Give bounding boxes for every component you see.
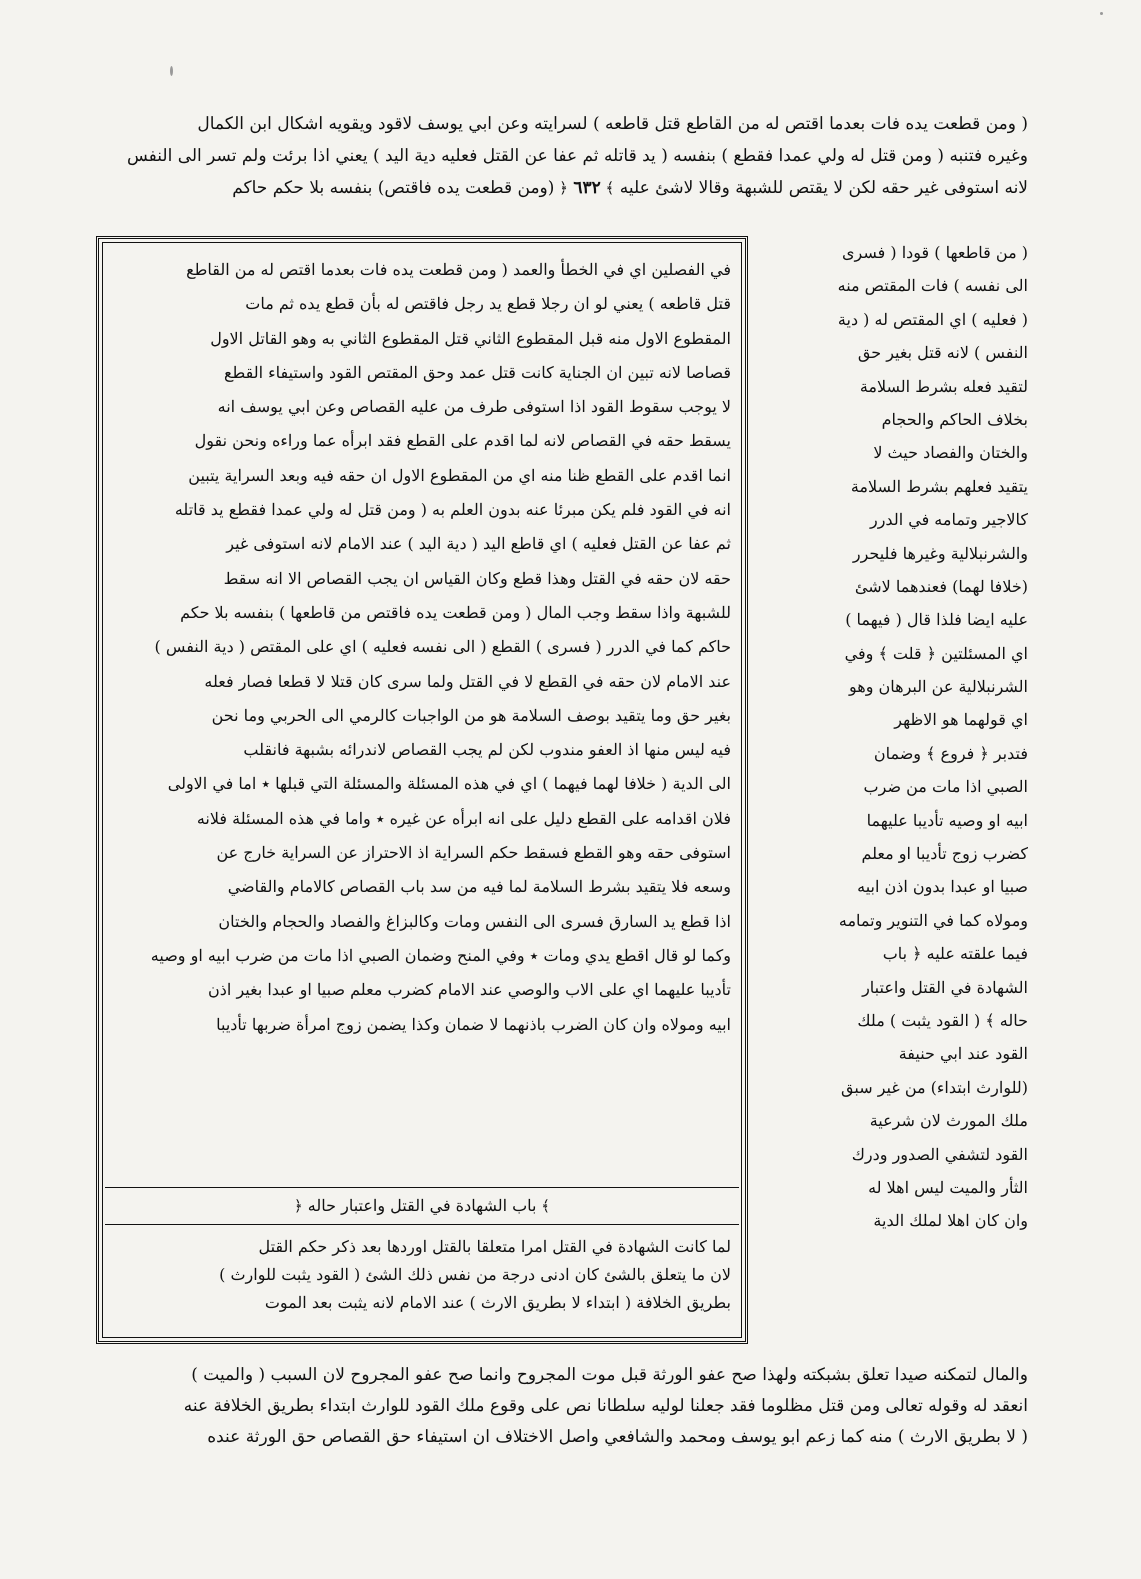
commentary-line: فلان اقدامه على القطع دليل على انه ابرأه عن غيره ٭ واما في هذه المسئلة فلانه (196, 808, 731, 828)
commentary-frame (96, 236, 748, 1344)
margin-line: ابيه او وصيه تأديبا عليهما (866, 810, 1028, 830)
commentary-line: ابيه ومولاه وان كان الضرب باذنهما لا ضمان وكذا يضمن زوج امرأة ضربها تأديبا (216, 1014, 731, 1034)
margin-line: كضرب زوج تأديبا او معلم (861, 844, 1028, 864)
margin-line: ومولاه كما في التنوير وتمامه (838, 910, 1028, 930)
commentary-line: قتل قاطعه ) يعني لو ان رجلا قطع يد رجل فاقتص له بأن قطع يده ثم مات (245, 294, 731, 314)
margin-line: ( من قاطعها ) قودا ( فسرى (842, 243, 1028, 262)
commentary-line: قصاصا لانه تبين ان الجناية كانت قتل عمد وحق المقتص القود واستيفاء القطع (224, 362, 731, 382)
margin-line: عليه ايضا فلذا قال ( فيهما ) (845, 610, 1028, 630)
margin-line: والختان والفصاد حيث لا (873, 443, 1028, 463)
ink-speck (170, 66, 173, 76)
commentary-line: حقه لان حقه في القتل وهذا قطع وكان القياس ان يجب القصاص الا انه سقط (223, 568, 731, 588)
margin-line: القود لتشفي الصدور ودرك (851, 1144, 1028, 1164)
commentary-line: لا يوجب سقوط القود اذا استوفى طرف من عليه القصاص وعن ابي يوسف انه (217, 397, 731, 417)
commentary-line: استوفى حقه وهو القطع فسقط حكم السراية اذ الاحتراز عن السراية خارج عن (216, 843, 731, 863)
margin-line: (خلافا لهما) فعندهما لاشئ (854, 576, 1028, 596)
chapter-heading (105, 1187, 739, 1225)
header-line-tail: (ومن قطعت يده فاقتص) بنفسه بلا حكم حاكم (232, 178, 555, 198)
header-line: لانه استوفى غير حقه لكن لا يقتص للشبهة وقالا لاشئ عليه (619, 178, 1028, 198)
commentary-line: اذا قطع يد السارق فسرى الى النفس ومات وكالبزاغ والفصاد والحجام والختان (218, 911, 731, 931)
margin-line: وان كان اهلا لملك الدية (873, 1211, 1028, 1231)
commentary-line: يسقط حقه في القصاص لانه لما اقدم على القطع فقد ابرأه عما وراءه ونحن نقول (194, 431, 731, 451)
commentary-line: ثم عفا عن القتل فعليه ) اي قاطع اليد ( دية اليد ) عند الامام لانه استوفى غير (226, 534, 731, 554)
margin-line: فيما علقته عليه ﴿ باب (882, 944, 1028, 964)
header-line-with-page-number (112, 172, 1028, 204)
commentary-line: عند الامام لان حقه في القطع لا في القتل ولما سرى كان قتلا لا قطعا فصار فعله (204, 671, 731, 691)
margin-line: ( فعليه ) اي المقتص له ( دية (837, 309, 1028, 329)
commentary-text (113, 253, 731, 1042)
margin-text-column (766, 236, 1028, 1238)
commentary-line: وسعه فلا يتقيد بشرط السلامة لما فيه من سد باب القصاص كالامام والقاضي (227, 877, 731, 897)
margin-line: لتقيد فعله بشرط السلامة (859, 376, 1028, 396)
margin-line: اي المسئلتين ﴿ قلت ﴾ وفي (844, 643, 1028, 663)
margin-line: حاله ﴾ ( القود يثبت ) ملك (857, 1010, 1028, 1030)
margin-line: كالاجير وتمامه في الدرر (869, 510, 1028, 530)
margin-line: والشرنبلالية وغيرها فليحرر (852, 543, 1028, 563)
margin-line: النفس ) لانه قتل بغير حق (857, 343, 1028, 363)
ornament-close-icon: ﴿ (293, 1197, 303, 1215)
margin-line: الصبي اذا مات من ضرب (863, 777, 1028, 797)
margin-line: القود عند ابي حنيفة (898, 1044, 1028, 1064)
header-text-block (112, 108, 1028, 204)
chapter-line: لما كانت الشهادة في القتل امرا متعلقا بالقتل اوردها بعد ذكر حكم القتل (258, 1237, 731, 1256)
margin-line: الثأر والميت ليس اهلا له (868, 1177, 1028, 1197)
commentary-line: انما اقدم على القطع ظنا منه اي من المقطوع الاول ان حقه فيه وبعد السراية يتبين (188, 465, 731, 485)
commentary-line: بغير حق وما يتقيد بوصف السلامة هو من الواجبات كالرمي الى الحربي وما نحن (211, 705, 731, 725)
chapter-text (113, 1233, 731, 1317)
commentary-line: المقطوع الاول منه قبل المقطوع الثاني قتل المقطوع الثاني به وهو القاتل الاول (210, 328, 731, 348)
margin-line: الشرنبلالية عن البرهان وهو (849, 677, 1028, 697)
header-line: وغيره فتنبه ( ومن قتل له ولي عمدا فقطع ) بنفسه ( يد قاتله ثم عفا عن القتل فعليه دية اليد ) يعني اذا برئت ولم تسر الى النفس (126, 146, 1028, 166)
commentary-line: فيه ليس منها اذ العفو مندوب لكن لم يجب القصاص لاندرائه بشبهة فانقلب (243, 740, 731, 760)
header-line: ( ومن قطعت يده فات بعدما اقتص له من القاطع قتل قاطعه ) لسرايته وعن ابي يوسف لاقود ويقويه اشكال ابن الكمال (197, 114, 1028, 134)
commentary-line: انه في القود فلم يكن مبرئا عنه بدون العلم به ( ومن قتل له ولي عمدا فقطع يد قاتله (174, 500, 731, 520)
footer-line: ( لا بطريق الارث ) منه كما زعم ابو يوسف ومحمد والشافعي واصل الاختلاف ان استيفاء حق القصاص حق الورثة عنده (207, 1427, 1028, 1447)
commentary-line: تأديبا عليهما اي على الاب والوصي عند الامام كضرب معلم صبيا او عبدا بغير اذن (208, 980, 731, 1000)
commentary-line: وكما لو قال اقطع يدي ومات ٭ وفي المنح وضمان الصبي اذا مات من ضرب ابيه او وصيه (150, 945, 731, 965)
margin-line: الشهادة في القتل واعتبار (862, 977, 1028, 997)
footer-line: والمال لتمكنه صيدا تعلق بشبكته ولهذا صح عفو الورثة قبل موت المجروح وانما صح عفو المجروح لان السبب ( والميت ) (191, 1365, 1028, 1385)
chapter-line: لان ما يتعلق بالشئ كان ادنى درجة من نفس ذلك الشئ ( القود يثبت للوارث ) (219, 1265, 731, 1284)
ornament-open-icon: ﴾ (600, 179, 615, 197)
margin-line: (للوارث ابتداء) من غير سبق (841, 1077, 1028, 1097)
margin-line: فتدبر ﴿ فروع ﴾ وضمان (873, 743, 1028, 763)
ornament-open-icon: ﴾ (536, 1197, 551, 1215)
margin-line: صبيا او عبدا بدون اذن ابيه (857, 877, 1028, 897)
page-number: ٦٣٢ (573, 178, 601, 198)
commentary-line: للشبهة واذا سقط وجب المال ( ومن قطعت يده فاقتص من قاطعها ) بنفسه بلا حكم (180, 602, 731, 622)
margin-line: اي قولهما هو الاظهر (894, 710, 1028, 730)
margin-line: ملك المورث لان شرعية (869, 1111, 1028, 1131)
commentary-line: الى الدية ( خلافا لهما فيهما ) اي في هذه المسئلة والمسئلة التي قبلها ٭ اما في الاولى (167, 774, 731, 794)
commentary-line: في الفصلين اي في الخطأ والعمد ( ومن قطعت يده فات بعدما اقتص له من القاطع (186, 260, 731, 279)
margin-line: يتقيد فعلهم بشرط السلامة (850, 476, 1028, 496)
margin-line: بخلاف الحاكم والحجام (881, 409, 1028, 429)
chapter-line: بطريق الخلافة ( ابتداء لا بطريق الارث ) عند الامام لانه يثبت بعد الموت (264, 1293, 731, 1312)
chapter-title: باب الشهادة في القتل واعتبار حاله (307, 1196, 537, 1215)
commentary-line: حاكم كما في الدرر ( فسرى ) القطع ( الى نفسه فعليه ) اي على المقتص ( دية النفس ) (154, 637, 731, 657)
ornament-close-icon: ﴿ (554, 179, 568, 197)
footer-line: انعقد له وقوله تعالى ومن قتل مظلوما فقد جعلنا لوليه سلطانا نص على وقوع ملك القود للوارث ابتداء بطريق الخلافة عنه (183, 1396, 1028, 1416)
margin-line: الى نفسه ) فات المقتص منه (837, 276, 1028, 296)
footer-text-block (112, 1360, 1028, 1453)
ink-speck (1100, 12, 1103, 15)
